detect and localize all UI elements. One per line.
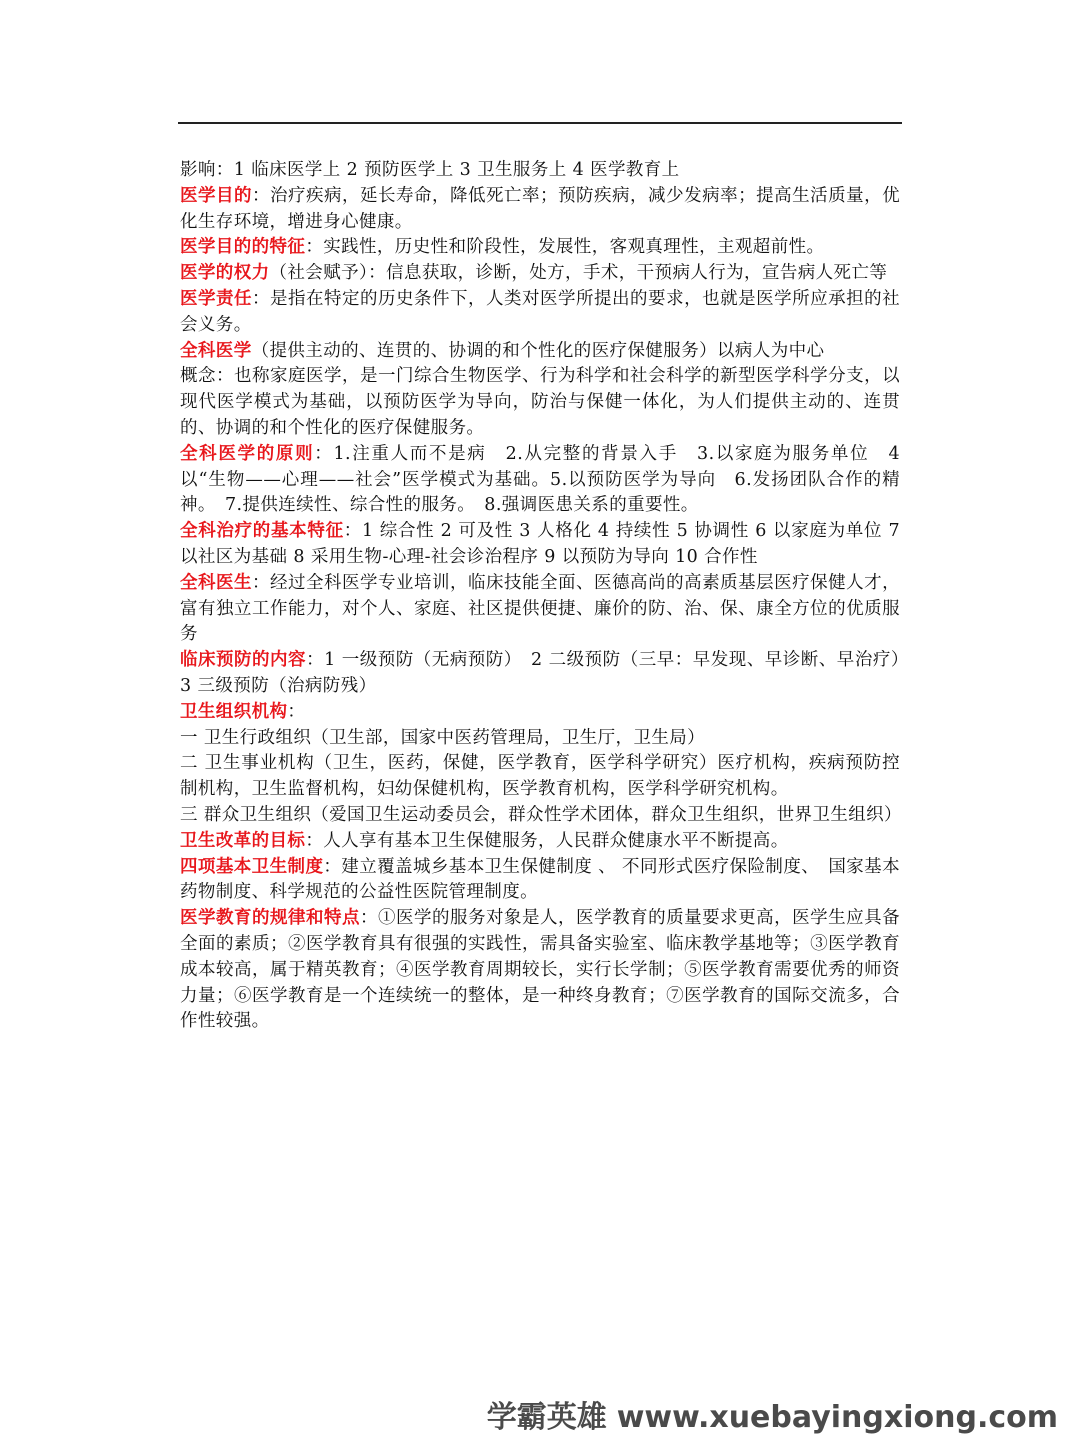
paragraph-label: 全科医生 (180, 572, 253, 593)
paragraph-label: 临床预防的内容 (180, 650, 307, 671)
document-body (180, 158, 918, 1035)
paragraph-label: 医学责任 (180, 288, 253, 309)
paragraph-health-organizations (180, 700, 900, 726)
paragraph-text: ：是指在特定的历史条件下，人类对医学所提出的要求，也就是医学所应承担的社会义务。 (180, 288, 900, 335)
paragraph-label: 全科医学 (180, 340, 252, 361)
paragraph-text: 概念：也称家庭医学，是一门综合生物医学、行为科学和社会科学的新型医学科学分支，以现代医学模式为基础，以预防医学为导向，防治与保健一体化，为人们提供主动的、连贯的、协调的和个性化的医疗保健服务。 (180, 366, 900, 438)
paragraph-service-org (180, 751, 900, 803)
paragraph-text: ：1.注重人而不是病 2.从完整的背景入手 3.以家庭为服务单位 4 以“生物——心理——社会”医学模式为基础。5.以预防医学为导向 6.发扬团队合作的精神。 7.提供连续性、综合性的服务。 8.强调医患关系的重要性。 (180, 443, 900, 516)
paragraph-medical-responsibility (180, 287, 900, 339)
paragraph-text: ： (287, 701, 306, 722)
paragraph-admin-org (180, 726, 900, 752)
paragraph-text: （社会赋予）：信息获取，诊断，处方，手术，干预病人行为，宣告病人死亡等 (269, 263, 888, 284)
paragraph-label: 医学目的的特征 (180, 237, 306, 258)
paragraph-text: ：1 一级预防（无病预防） 2 二级预防（三早：早发现、早诊断、早治疗） 3 三级预防（治病防残） (180, 650, 918, 696)
paragraph-label: 医学目的 (180, 185, 253, 206)
header-rule (178, 122, 902, 124)
paragraph-text: 二 卫生事业机构（卫生，医药，保健，医学教育，医学科学研究）医疗机构，疾病预防控制机构，卫生监督机构，妇幼保健机构，医学教育机构，医学科学研究机构。 (180, 753, 900, 800)
paragraph-reform-goal (180, 829, 900, 855)
paragraph-text: 一 卫生行政组织（卫生部，国家中医药管理局，卫生厅，卫生局） (180, 727, 706, 748)
paragraph-label: 四项基本卫生制度 (180, 856, 324, 877)
paragraph-label: 医学的权力 (180, 263, 270, 284)
paragraph-label: 医学教育的规律和特点 (180, 908, 361, 929)
paragraph-general-doctor (180, 571, 900, 648)
paragraph-text: ：治疗疾病，延长寿命，降低死亡率；预防疾病，减少发病率；提高生活质量，优化生存环境，增进身心健康。 (180, 185, 900, 232)
paragraph-education-features (180, 906, 900, 1035)
paragraph-label: 卫生组织机构 (180, 701, 288, 722)
paragraph-medical-purpose (180, 184, 900, 236)
paragraph-treatment-features (180, 519, 900, 571)
paragraph-text: ：人人享有基本卫生保健服务，人民群众健康水平不断提高。 (305, 830, 789, 851)
paragraph-label: 全科医学的原则 (180, 443, 315, 464)
paragraph-general-medicine (180, 339, 900, 365)
paragraph-label: 全科治疗的基本特征 (180, 521, 344, 542)
paragraph-medical-power (180, 261, 900, 287)
paragraph-text: 影响：1 临床医学上 2 预防医学上 3 卫生服务上 4 医学教育上 (180, 160, 680, 180)
paragraph-text: （提供主动的、连贯的、协调的和个性化的医疗保健服务）以病人为中心 (251, 340, 825, 361)
paragraph-text: 三 群众卫生组织（爱国卫生运动委员会，群众性学术团体，群众卫生组织，世界卫生组织） (180, 804, 902, 825)
paragraph-general-principles (180, 442, 900, 519)
paragraph-label: 卫生改革的目标 (180, 830, 306, 851)
paragraph-purpose-features (180, 235, 900, 261)
paragraph-text: ：经过全科医学专业培训，临床技能全面、医德高尚的高素质基层医疗保健人才，富有独立工作能力，对个人、家庭、社区提供便捷、廉价的防、治、保、康全方位的优质服务 (180, 572, 900, 645)
footer-url: www.xuebayingxiong.com (616, 1400, 1058, 1435)
footer-brand: 学霸英雄 (486, 1400, 607, 1435)
paragraph-text: ：①医学的服务对象是人，医学教育的质量要求更高，医学生应具备全面的素质；②医学教育具有很强的实践性，需具备实验室、临床教学基地等；③医学教育成本较高，属于精英教育；④医学教育周期较长，实行长学制；⑤医学教育需要优秀的师资力量；⑥医学教育是一个连续统一的整体，是一种终身教育；⑦医学教育的国际交流多，合作性较强。 (180, 908, 901, 1032)
paragraph-text: ：实践性，历史性和阶段性，发展性，客观真理性，主观超前性。 (305, 237, 825, 258)
paragraph-mass-org (180, 803, 900, 829)
paragraph-text: ：1 综合性 2 可及性 3 人格化 4 持续性 5 协调性 6 以家庭为单位 7 以社区为基础 8 采用生物-心理-社会诊治程序 9 以预防为导向 10 合作性 (180, 521, 900, 567)
paragraph-influence (180, 158, 900, 184)
footer-watermark (487, 1392, 1058, 1436)
paragraph-clinical-prevention (180, 648, 918, 700)
paragraph-four-systems (180, 855, 900, 907)
paragraph-concept (180, 364, 900, 441)
paragraph-text: ：建立覆盖城乡基本卫生保健制度 、 不同形式医疗保险制度、 国家基本药物制度、科学规范的公益性医院管理制度。 (180, 856, 900, 903)
